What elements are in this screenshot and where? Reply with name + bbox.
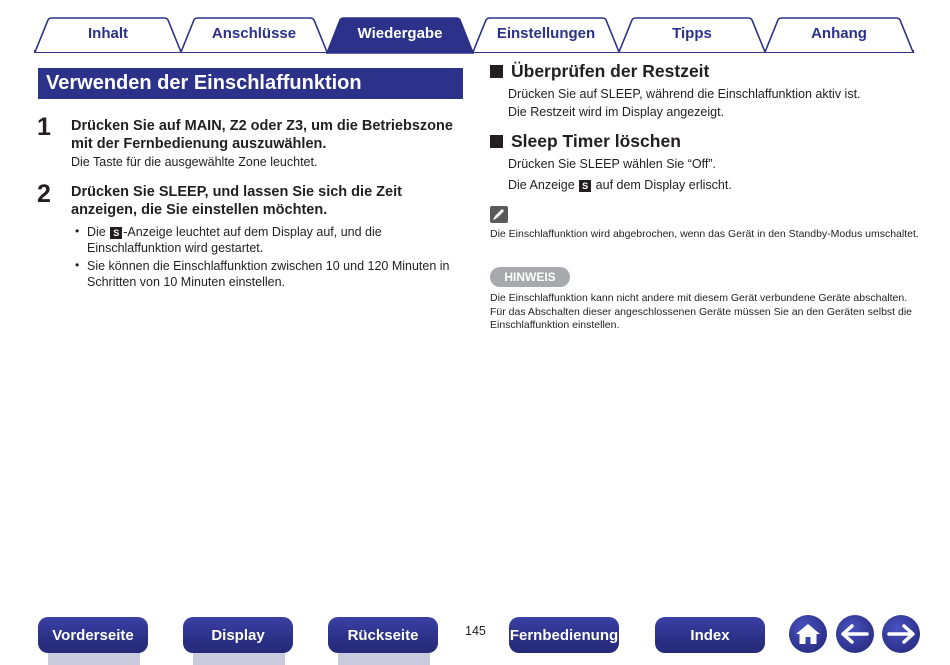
- heading-text: Überprüfen der Restzeit: [511, 61, 710, 81]
- step-2-bullet-2: Sie können die Einschlaffunktion zwischen 10 und 120 Minuten in Schritten von 10 Minuten einstellen.: [87, 259, 450, 289]
- check-remaining-line-2: Die Restzeit wird im Display angezeigt.: [508, 105, 725, 119]
- square-bullet-icon: [490, 135, 503, 148]
- tab-inhalt[interactable]: [34, 18, 182, 52]
- tab-anschluesse[interactable]: [180, 18, 328, 52]
- sleep-display-icon: S: [110, 227, 122, 239]
- line-text: Die Anzeige: [508, 178, 579, 192]
- tab-label: Anhang: [811, 24, 867, 42]
- forward-button[interactable]: [882, 615, 920, 653]
- step-number-1: 1: [37, 113, 51, 141]
- tab-label: Anschlüsse: [211, 24, 297, 42]
- tab-label: Tipps: [672, 24, 712, 42]
- index-button[interactable]: Index: [655, 617, 765, 653]
- bullet-dot: •: [75, 224, 80, 238]
- step-2-bullet-1: [87, 224, 467, 256]
- square-bullet-icon: [490, 65, 503, 78]
- cancel-timer-line-2: [508, 177, 732, 193]
- page-number: 145: [465, 624, 486, 638]
- hinweis-badge: HINWEIS: [490, 267, 570, 287]
- home-icon: [795, 622, 821, 646]
- cancel-timer-line-1: Drücken Sie SLEEP wählen Sie “Off”.: [508, 157, 716, 171]
- heading-cancel-timer: [490, 131, 681, 152]
- tab-wiedergabe[interactable]: [326, 18, 474, 52]
- note-text: Die Einschlaffunktion wird abgebrochen, wenn das Gerät in den Standby-Modus umschaltet.: [490, 228, 919, 240]
- step-number-2: 2: [37, 180, 51, 208]
- bullet-dot: •: [75, 258, 80, 272]
- home-button[interactable]: [789, 615, 827, 653]
- tab-label: Inhalt: [88, 24, 128, 42]
- heading-check-remaining: [490, 61, 709, 82]
- bullet-text: -Anzeige leuchtet auf dem Display auf, und die Einschlaffunktion wird gestartet.: [87, 225, 382, 255]
- sleep-display-icon: S: [579, 180, 591, 192]
- tab-bar: [0, 0, 950, 56]
- heading-text: Sleep Timer löschen: [511, 131, 681, 151]
- step-heading-2: Drücken Sie SLEEP, und lassen Sie sich die Zeit anzeigen, die Sie einstellen möchten.: [71, 184, 402, 218]
- nav-shadow: [338, 651, 430, 665]
- display-button[interactable]: Display: [183, 617, 293, 653]
- fernbedienung-button[interactable]: Fernbedienung: [509, 617, 619, 653]
- hinweis-text: Die Einschlaffunktion kann nicht andere mit diesem Gerät verbundene Geräte abschalten. Für das Abschalten dieser angeschlossenen Geräte müssen Sie an den Geräten selbst die Einschlaffunktion einstellen.: [490, 292, 913, 332]
- step-heading-1: Drücken Sie auf MAIN, Z2 oder Z3, um die Betriebszone mit der Fernbedienung auszuwählen.: [71, 118, 453, 152]
- forward-arrow-icon: [887, 624, 915, 644]
- tab-label: Wiedergabe: [357, 24, 443, 42]
- rueckseite-button[interactable]: Rückseite: [328, 617, 438, 653]
- back-arrow-icon: [841, 624, 869, 644]
- tab-einstellungen[interactable]: [472, 18, 620, 52]
- line-text: auf dem Display erlischt.: [592, 178, 732, 192]
- pencil-icon: [490, 206, 508, 223]
- step-text-1: Die Taste für die ausgewählte Zone leuchtet.: [71, 155, 318, 169]
- tab-label: Einstellungen: [496, 24, 596, 42]
- section-title: Verwenden der Einschlaffunktion: [38, 68, 463, 99]
- nav-shadow: [48, 651, 140, 665]
- check-remaining-line-1: Drücken Sie auf SLEEP, während die Einschlaffunktion aktiv ist.: [508, 87, 861, 101]
- tab-tipps[interactable]: [618, 18, 766, 52]
- vorderseite-button[interactable]: Vorderseite: [38, 617, 148, 653]
- nav-shadow: [193, 651, 285, 665]
- back-button[interactable]: [836, 615, 874, 653]
- bullet-text: Die: [87, 225, 110, 239]
- tab-anhang[interactable]: [764, 18, 914, 52]
